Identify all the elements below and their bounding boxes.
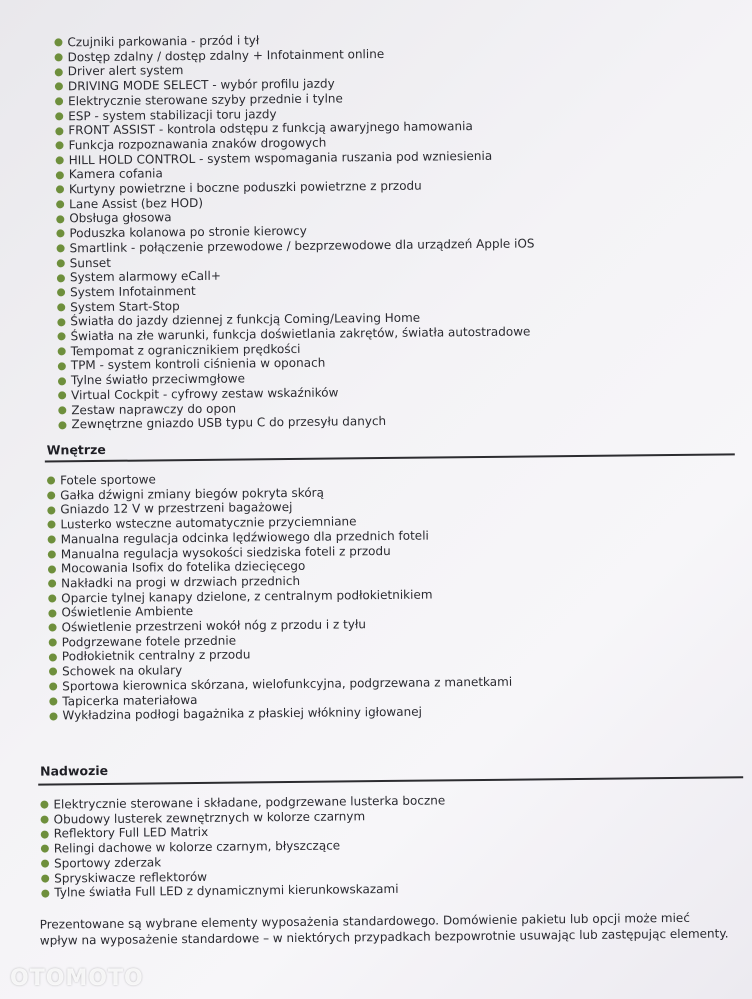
bullet-icon [48, 536, 56, 544]
list-item-label: Lusterko wsteczne automatycznie przyciemniane [60, 514, 357, 532]
list-item-label: Lane Assist (bez HOD) [69, 195, 204, 212]
bullet-icon [57, 289, 65, 297]
bullet-icon [58, 377, 66, 385]
bullet-icon [58, 347, 66, 355]
feature-list-top [54, 30, 536, 432]
list-item-label: Podłokietnik centralny z przodu [61, 647, 251, 664]
list-item-label: FRONT ASSIST - kontrola odstępu z funkcją awaryjnego hamowania [68, 119, 473, 138]
bullet-icon [56, 215, 64, 223]
list-item-label: Smartlink - połączenie przewodowe / bezprzewodowe dla urządzeń Apple iOS [69, 236, 535, 256]
bullet-icon [49, 624, 57, 632]
list-item-label: Czujniki parkowania - przód i tył [67, 33, 260, 50]
bullet-icon [48, 580, 56, 588]
list-item-label: Elektrycznie sterowane szyby przednie i tylne [67, 91, 343, 109]
list-item-label: Dostęp zdalny / dostęp zdalny + Infotainment online [67, 46, 385, 64]
bullet-icon [47, 521, 55, 529]
section-divider-interior [45, 453, 735, 462]
bullet-icon [58, 421, 66, 429]
section-heading-interior: Wnętrze [46, 441, 106, 458]
bullet-icon [57, 274, 65, 282]
bullet-icon [57, 333, 65, 341]
list-item-label: DRIVING MODE SELECT - wybór profilu jazdy [67, 76, 335, 94]
bullet-icon [55, 83, 63, 91]
bullet-icon [58, 392, 66, 400]
bullet-icon [49, 639, 57, 647]
list-item-label: Tylne światło przeciwmgłowe [70, 371, 246, 388]
bullet-icon [56, 156, 64, 164]
list-item-label: Światła do jazdy dziennej z funkcją Coming/Leaving Home [70, 310, 421, 329]
bullet-icon [56, 186, 64, 194]
list-item-label: Relingi dachowe w kolorze czarnym, błyszczące [53, 838, 341, 856]
list-item-label: Kurtyny powietrzne i boczne poduszki powietrzne z przodu [68, 178, 422, 197]
bullet-icon [54, 39, 62, 47]
list-item-label: Gałka dźwigni zmiany biegów pokryta skórą [60, 485, 324, 503]
bullet-icon [57, 259, 65, 267]
list-item-label: Zestaw naprawczy do opon [71, 401, 237, 417]
bullet-icon [57, 245, 65, 253]
bullet-icon [48, 609, 56, 617]
list-item-label: Nakładki na progi w drzwiach przednich [61, 573, 301, 591]
footnote-text: Prezentowane są wybrane elementy wyposażenia standardowego. Domówienie pakietu lub opcji może mieć wpływ na wyposażenie standardowe – w niektórych przypadkach bezpowrotnie usuwając lub zastępując elementy. [39, 910, 729, 948]
list-item-label: Sportowa kierownica skórzana, wielofunkcyjna, podgrzewana z manetkami [62, 674, 513, 694]
list-item-label: Obsługa głosowa [69, 210, 172, 226]
bullet-icon [55, 142, 63, 150]
bullet-icon [41, 845, 49, 853]
bullet-icon [49, 668, 57, 676]
bullet-icon [47, 477, 55, 485]
list-item-label: Tempomat z ogranicznikiem prędkości [70, 341, 301, 359]
list-item-label: System alarmowy eCall+ [69, 268, 221, 285]
list-item-label: Funkcja rozpoznawania znaków drogowych [68, 135, 327, 153]
list-item-label: HILL HOLD CONTROL - system wspomagania ruszania pod wzniesienia [68, 148, 493, 167]
list-item-label: Poduszka kolanowa po stronie kierowcy [69, 223, 307, 241]
bullet-icon [55, 53, 63, 61]
list-item-label: Virtual Cockpit - cyfrowy zestaw wskaźników [71, 385, 339, 403]
otomoto-watermark: OTOMOTO [10, 966, 144, 991]
list-item-label: Zewnętrzne gniazdo USB typu C do przesyłu danych [71, 414, 387, 432]
bullet-icon [41, 874, 49, 882]
list-item-label: Tapicerka materiałowa [62, 692, 198, 708]
bullet-icon [55, 127, 63, 135]
bullet-icon [57, 318, 65, 326]
bullet-icon [41, 860, 49, 868]
list-item-label: System Start-Stop [70, 298, 180, 314]
list-item [41, 882, 446, 901]
list-item-label: Obudowy lusterek zewnętrznych w kolorze czarnym [53, 808, 366, 827]
list-item-label: Elektrycznie sterowane i składane, podgrzewane lusterka boczne [53, 793, 446, 812]
bullet-icon [49, 683, 57, 691]
bullet-icon [55, 112, 63, 120]
feature-list-interior [47, 469, 513, 724]
list-item-label: Oświetlenie przestrzeni wokół nóg z przodu i z tyłu [61, 617, 367, 635]
list-item-label: Sportowy zderzak [53, 855, 162, 871]
bullet-icon [41, 889, 49, 897]
bullet-icon [55, 68, 63, 76]
feature-list-exterior [40, 793, 446, 900]
bullet-icon [56, 200, 64, 208]
list-item-label: Podgrzewane fotele przednie [61, 633, 237, 650]
bullet-icon [56, 230, 64, 238]
list-item-label: Schowek na okulary [61, 663, 183, 679]
bullet-icon [47, 491, 55, 499]
list-item-label: Reflektory Full LED Matrix [53, 825, 209, 841]
list-item-label: System Infotainment [69, 283, 196, 300]
list-item-label: Spryskiwacze reflektorów [54, 869, 208, 885]
bullet-icon [49, 653, 57, 661]
bullet-icon [49, 712, 57, 720]
bullet-icon [41, 816, 49, 824]
list-item-label: Mocowania Isofix do fotelika dziecięcego [60, 559, 306, 576]
list-item-label: Fotele sportowe [59, 472, 156, 488]
bullet-icon [49, 697, 57, 705]
list-item-label: Oparcie tylnej kanapy dzielone, z centralnym podłokietnikiem [61, 587, 433, 606]
bullet-icon [57, 303, 65, 311]
list-item-label: Oświetlenie Ambiente [61, 604, 194, 620]
bullet-icon [55, 98, 63, 106]
list-item-label: Driver alert system [67, 63, 184, 79]
bullet-icon [56, 171, 64, 179]
section-heading-exterior: Nadwozie [39, 762, 109, 779]
bullet-icon [48, 565, 56, 573]
list-item-label: Tylne światła Full LED z dynamicznymi kierunkowskazami [54, 882, 399, 900]
list-item-label: Kamera cofania [68, 166, 163, 182]
list-item-label: Gniazdo 12 V w przestrzeni bagażowej [60, 500, 293, 517]
list-item-label: TPM - system kontroli ciśnienia w oponach [70, 356, 326, 373]
bullet-icon [58, 362, 66, 370]
bullet-icon [48, 594, 56, 602]
bullet-icon [58, 406, 66, 414]
section-divider-exterior [38, 776, 743, 785]
list-item-label: Manualna regulacja odcinka lędźwiowego dla przednich foteli [60, 528, 429, 547]
list-item-label: Sunset [69, 255, 111, 270]
bullet-icon [41, 830, 49, 838]
bullet-icon [48, 550, 56, 558]
list-item-label: Wykładzina podłogi bagażnika z płaskiej włókniny igłowanej [62, 704, 422, 723]
list-item-label: ESP - system stabilizacji toru jazdy [68, 106, 277, 123]
bullet-icon [47, 506, 55, 514]
bullet-icon [40, 801, 48, 809]
list-item-label: Manualna regulacja wysokości siedziska foteli z przodu [60, 543, 391, 561]
list-item-label: Światła na złe warunki, funkcja doświetlania zakrętów, światła autostradowe [70, 324, 531, 344]
